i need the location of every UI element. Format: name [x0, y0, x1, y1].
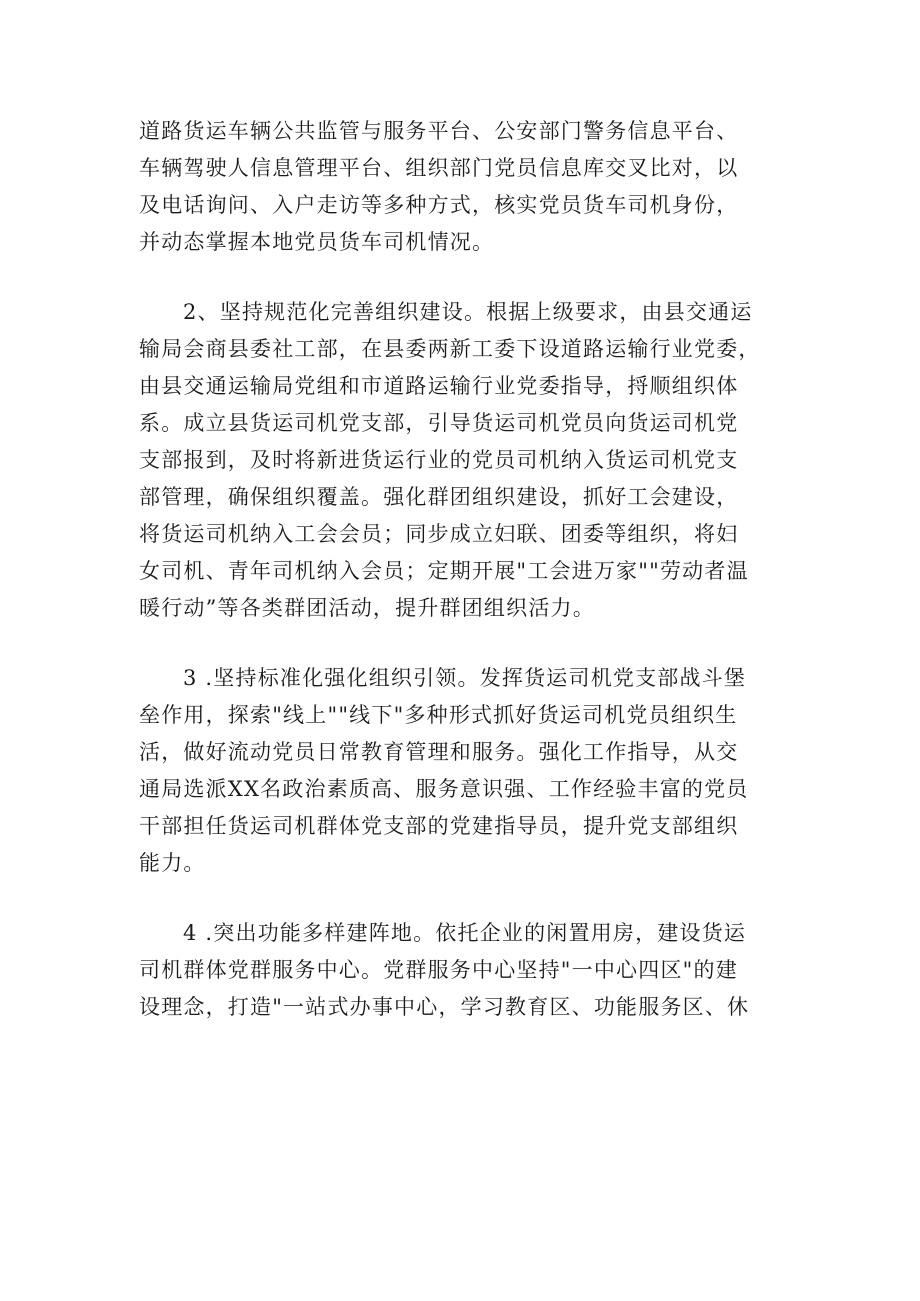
text-line: 输局会商县委社工部，在县委两新工委下设道路运输行业党委，: [139, 337, 761, 361]
text-line: 及电话询问、入户走访等多种方式，核实党员货车司机身份，: [139, 193, 739, 217]
text-line: 能力。: [139, 851, 206, 875]
text-line: 由县交通运输局党组和市道路运输行业党委指导，捋顺组织体: [139, 374, 739, 398]
text-line: 2、坚持规范化完善组织建设。根据上级要求，由县交通运: [183, 300, 753, 324]
text-line: 通局选派XX名政治素质高、服务意识强、工作经验丰富的党员: [139, 777, 749, 801]
paragraph-1: [139, 113, 779, 261]
paragraph-3: [139, 660, 779, 882]
text-line: 活，做好流动党员日常教育管理和服务。强化工作指导，从交: [139, 740, 739, 764]
text-line: 设理念，打造"一站式办事中心，学习教育区、功能服务区、休: [139, 995, 750, 1019]
paragraph-gap: [139, 882, 779, 915]
text-line: 系。成立县货运司机党支部，引导货运司机党员向货运司机党: [139, 411, 739, 435]
paragraph-gap: [139, 261, 779, 294]
text-line: 将货运司机纳入工会会员；同步成立妇联、团委等组织，将妇: [139, 522, 739, 546]
document-body: [139, 113, 779, 1026]
text-line: 支部报到，及时将新进货运行业的党员司机纳入货运司机党支: [139, 448, 739, 472]
paragraph-2: [139, 294, 779, 627]
text-line: 司机群体党群服务中心。党群服务中心坚持"一中心四区"的建: [139, 958, 738, 982]
text-line: 车辆驾驶人信息管理平台、组织部门党员信息库交叉比对，以: [139, 156, 739, 180]
text-line: 道路货运车辆公共监管与服务平台、公安部门警务信息平台、: [139, 119, 739, 143]
text-line: 部管理，确保组织覆盖。强化群团组织建设，抓好工会建设，: [139, 485, 739, 509]
text-line: 干部担任货运司机群体党支部的党建指导员，提升党支部组织: [139, 814, 739, 838]
text-line: 垒作用，探索"线上""线下"多种形式抓好货运司机党员组织生: [139, 703, 738, 727]
text-line: 并动态掌握本地党员货车司机情况。: [139, 230, 495, 254]
paragraph-4: [139, 915, 779, 1026]
paragraph-gap: [139, 627, 779, 660]
text-line: 暖行动”等各类群团活动，提升群团组织活力。: [139, 596, 595, 620]
text-line: 4 .突出功能多样建阵地。依托企业的闲置用房，建设货运: [183, 921, 747, 945]
text-line: 3 .坚持标准化强化组织引领。发挥货运司机党支部战斗堡: [183, 666, 747, 690]
text-line: 女司机、青年司机纳入会员；定期开展"工会进万家""劳动者温: [139, 559, 749, 583]
